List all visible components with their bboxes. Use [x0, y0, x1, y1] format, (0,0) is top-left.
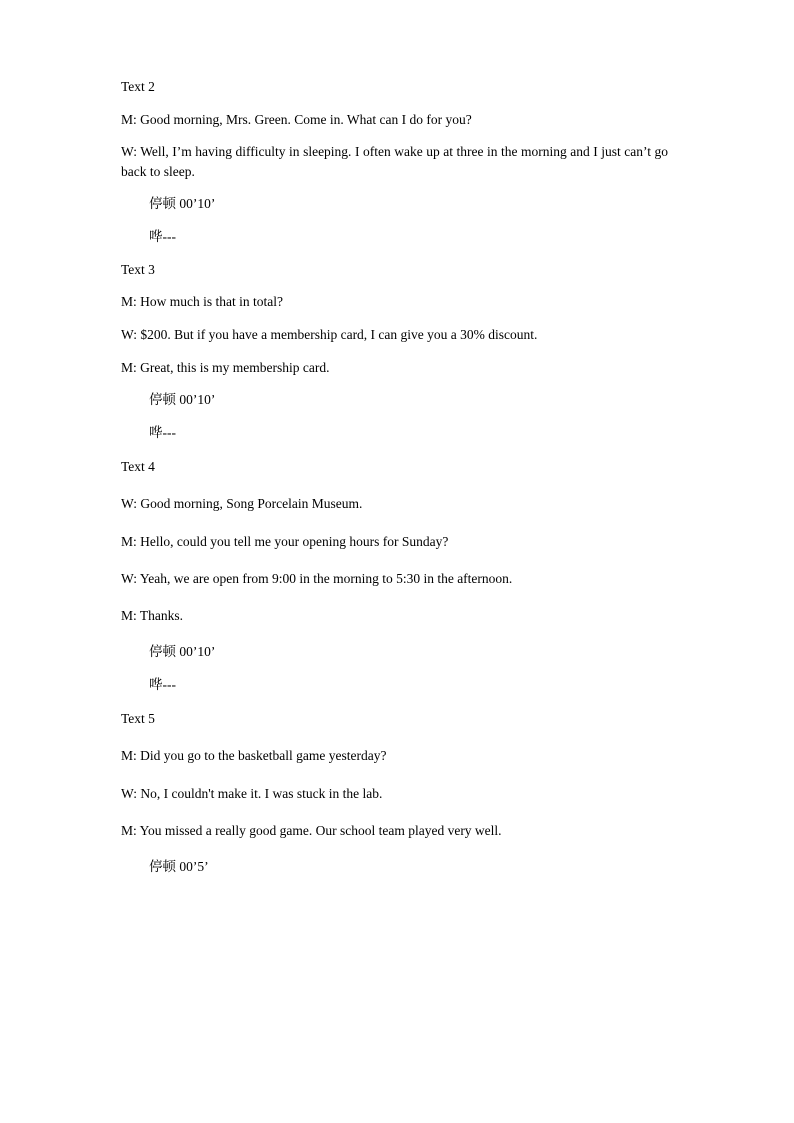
dialogue-line: M: Great, this is my membership card. [121, 360, 330, 375]
dialogue-line: W: Well, I’m having difficulty in sleeping. I often wake up at three in the morning and I just can’t go back to sleep. [121, 144, 668, 179]
dialogue-line: M: How much is that in total? [121, 294, 283, 309]
dialogue-line: M: You missed a really good game. Our school team played very well. [121, 823, 502, 838]
dialogue-line: W: No, I couldn't make it. I was stuck in the lab. [121, 786, 383, 801]
beep-marker: 哗--- [149, 677, 176, 692]
dialogue-line: M: Thanks. [121, 608, 184, 623]
dialogue-line: M: Did you go to the basketball game yesterday? [121, 748, 387, 763]
text-3-heading: Text 3 [121, 262, 155, 277]
dialogue-line: W: $200. But if you have a membership card, I can give you a 30% discount. [121, 327, 538, 342]
dialogue-line: M: Hello, could you tell me your opening hours for Sunday? [121, 534, 449, 549]
dialogue-line: W: Yeah, we are open from 9:00 in the morning to 5:30 in the afternoon. [121, 571, 513, 586]
text-5-heading: Text 5 [121, 711, 155, 726]
pause-marker: 停顿 00’10’ [149, 196, 216, 211]
pause-marker: 停顿 00’10’ [149, 644, 216, 659]
beep-marker: 哗--- [149, 229, 176, 244]
pause-marker: 停顿 00’5’ [149, 859, 209, 874]
text-4-heading: Text 4 [121, 459, 155, 474]
beep-marker: 哗--- [149, 425, 176, 440]
dialogue-line: W: Good morning, Song Porcelain Museum. [121, 496, 363, 511]
text-2-heading: Text 2 [121, 79, 155, 94]
pause-marker: 停顿 00’10’ [149, 392, 216, 407]
dialogue-line: M: Good morning, Mrs. Green. Come in. What can I do for you? [121, 112, 472, 127]
